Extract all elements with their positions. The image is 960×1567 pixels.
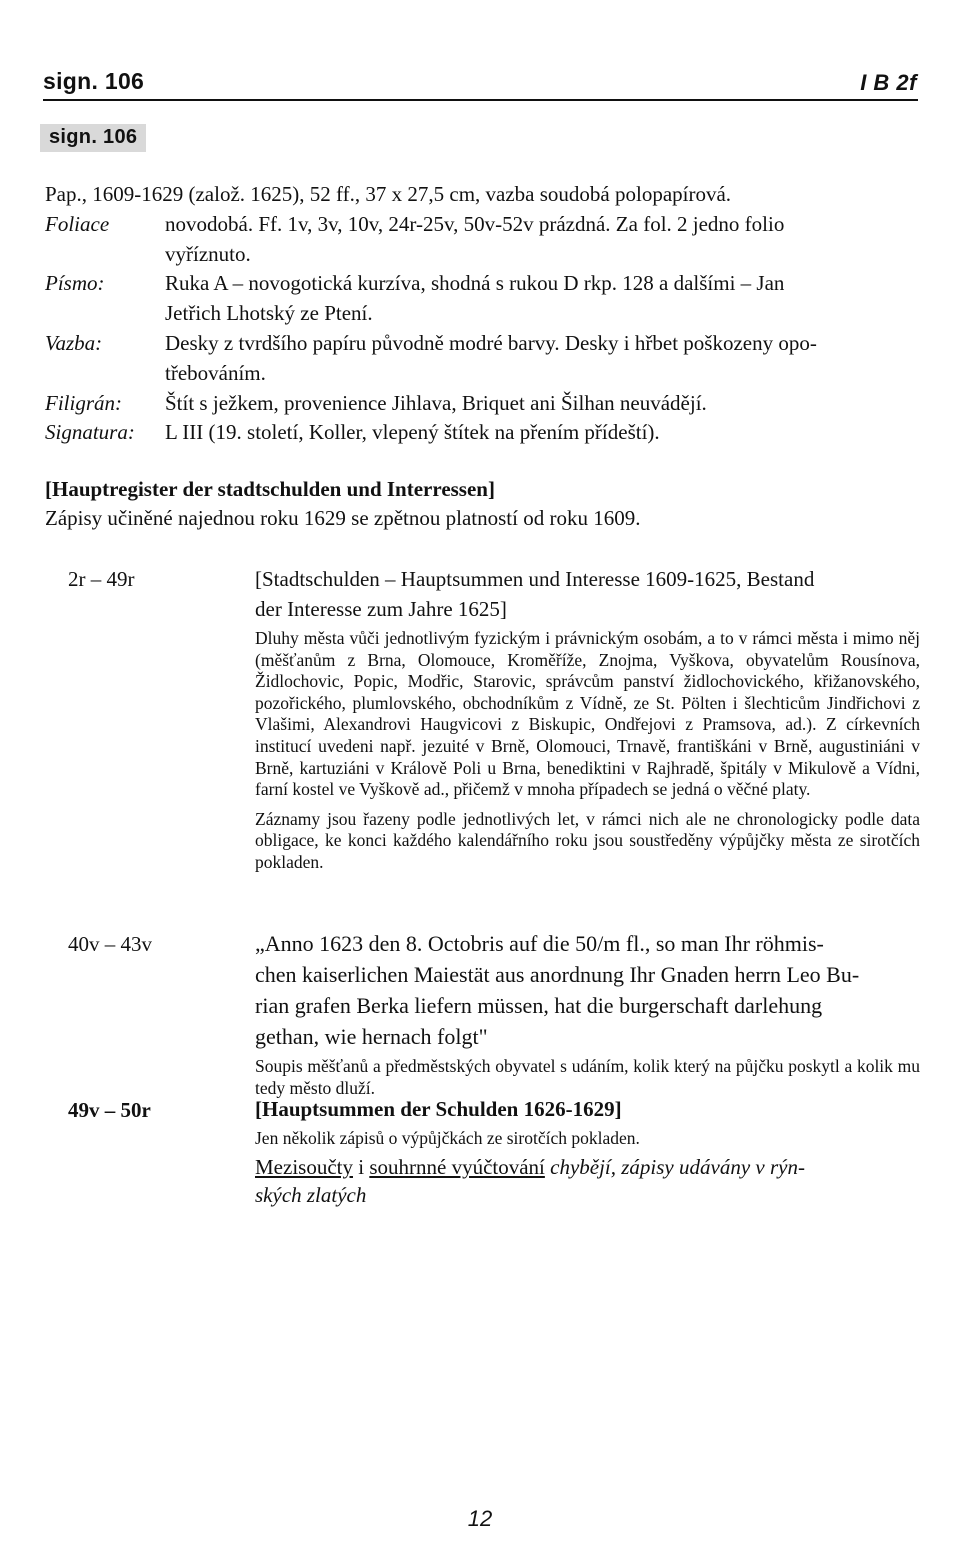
entry-title: [Hauptsummen der Schulden 1626-1629] <box>255 1097 622 1121</box>
row-label: Filigrán: <box>45 390 122 415</box>
entry-final-line <box>255 1153 920 1181</box>
row-line: Ruka A – novogotická kurzíva, shodná s rukou D rkp. 128 a dalšími – Jan <box>165 271 785 296</box>
entry-body <box>255 1094 920 1209</box>
entry-folio-range: 49v – 50r <box>68 1098 151 1122</box>
row-line: třebováním. <box>165 360 266 385</box>
row-label: Vazba: <box>45 330 103 355</box>
row-text <box>165 210 925 270</box>
description-row-pismo <box>45 269 925 329</box>
entry-title-line: rian grafen Berka liefern müssen, hat die burgerschaft darlehung <box>255 993 823 1018</box>
entry-final-line-continuation: ských zlatých <box>255 1182 367 1207</box>
physical-description <box>45 180 925 448</box>
entry-title-line: „Anno 1623 den 8. Octobris auf die 50/m fl., so man Ihr röhmis- <box>255 931 824 956</box>
description-row-vazba <box>45 329 925 389</box>
row-label: Písmo: <box>45 271 105 296</box>
entry-note: Záznamy jsou řazeny podle jednotlivých let, v rámci nich ale ne chronologicky podle data obligace, ke konci každého kalendářního roku jsou soustředěny výpůjčky města ze sirotčích pokladen. <box>255 808 920 872</box>
running-header-right: I B 2f <box>860 70 917 95</box>
entry-folio-range: 2r – 49r <box>68 567 135 591</box>
underlined-term: Mezisoučty <box>255 1154 353 1179</box>
entry-title-line: chen kaiserlichen Maiestät aus anordnung Ihr Gnaden herrn Leo Bu- <box>255 962 860 987</box>
header-rule <box>43 99 918 101</box>
entry-folio-range: 40v – 43v <box>68 932 152 956</box>
row-label: Foliace <box>45 211 110 236</box>
register-title: [Hauptregister der stadtschulden und Interressen] <box>45 477 495 501</box>
italic-remark: chybějí, zápisy udávány v rýn- <box>544 1154 805 1179</box>
entry-title-line: der Interesse zum Jahre 1625] <box>255 597 507 621</box>
register-subtitle: Zápisy učiněné najednou roku 1629 se zpětnou platností od roku 1609. <box>45 506 641 530</box>
row-text <box>165 418 925 448</box>
underlined-term: souhrnné vyúčtování <box>369 1154 545 1179</box>
description-row-filigran <box>45 389 925 419</box>
description-first-line: Pap., 1609-1629 (založ. 1625), 52 ff., 37 x 27,5 cm, vazba soudobá polopapírová. <box>45 182 732 206</box>
entry-body <box>255 564 920 874</box>
row-line: Jetřich Lhotský ze Ptení. <box>165 301 373 326</box>
row-line: Štít s ježkem, provenience Jihlava, Briquet ani Šilhan neuvádějí. <box>165 390 707 415</box>
page-number: 12 <box>467 1506 493 1531</box>
signature-box: sign. 106 <box>40 124 146 152</box>
entry-title-line: gethan, wie hernach folgt" <box>255 1024 488 1049</box>
description-row-foliace <box>45 210 925 270</box>
row-text <box>165 329 925 389</box>
running-header-left: sign. 106 <box>43 68 145 94</box>
row-line: vyříznuto. <box>165 241 251 266</box>
row-label: Signatura: <box>45 420 135 445</box>
entry-title-line: [Stadtschulden – Hauptsummen und Interesse 1609-1625, Bestand <box>255 567 815 591</box>
row-line: Desky z tvrdšího papíru původně modré barvy. Desky i hřbet poškozeny opo- <box>165 330 817 355</box>
conjunction: i <box>352 1154 370 1179</box>
entry-body <box>255 928 920 1099</box>
entry-note: Soupis měšťanů a předměstských obyvatel s udáním, kolik který na půjčku poskytl a kolik mu tedy město dluží. <box>255 1056 920 1098</box>
row-text <box>165 389 925 419</box>
entry-note: Dluhy města vůči jednotlivým fyzickým i právnickým osobám, a to v rámci města i mimo něj (měšťanům z Brna, Olomouce, Kroměříže, Znojma, Vyškova, obyvatelům Rousínova, Židlochovic, Popic, Modřic, Starovic, správcům panství židlochovického, křižanovského, pozořického, plumlovského, obchodníkům z Vídně, ze St. Pölten i šlechticům Jindřichovi z Vlašimi, Alexandrovi Haugvicovi z Biskupic, Ondřejovi z Pramsova, ad.). Z církevních institucí uvedeni např. jezuité v Brně, Olomouci, Trnavě, františkáni v Brně, augustiniáni v Brně, kartuziáni v Králově Poli u Brna, benediktini v Rajhradě, špitály v Mikulově a Vídni, farní kostel ve Vyškově ad., přičemž v mnoha případech se jedná o věčné platy. <box>255 628 920 800</box>
entry-note: Jen několik zápisů o výpůjčkách ze sirotčích pokladen. <box>255 1128 640 1148</box>
row-line: novodobá. Ff. 1v, 3v, 10v, 24r-25v, 50v-52v prázdná. Za fol. 2 jedno folio <box>165 211 785 236</box>
description-row-signatura <box>45 418 925 448</box>
row-line: L III (19. století, Koller, vlepený štítek na přením přídeští). <box>165 420 660 445</box>
row-text <box>165 269 925 329</box>
